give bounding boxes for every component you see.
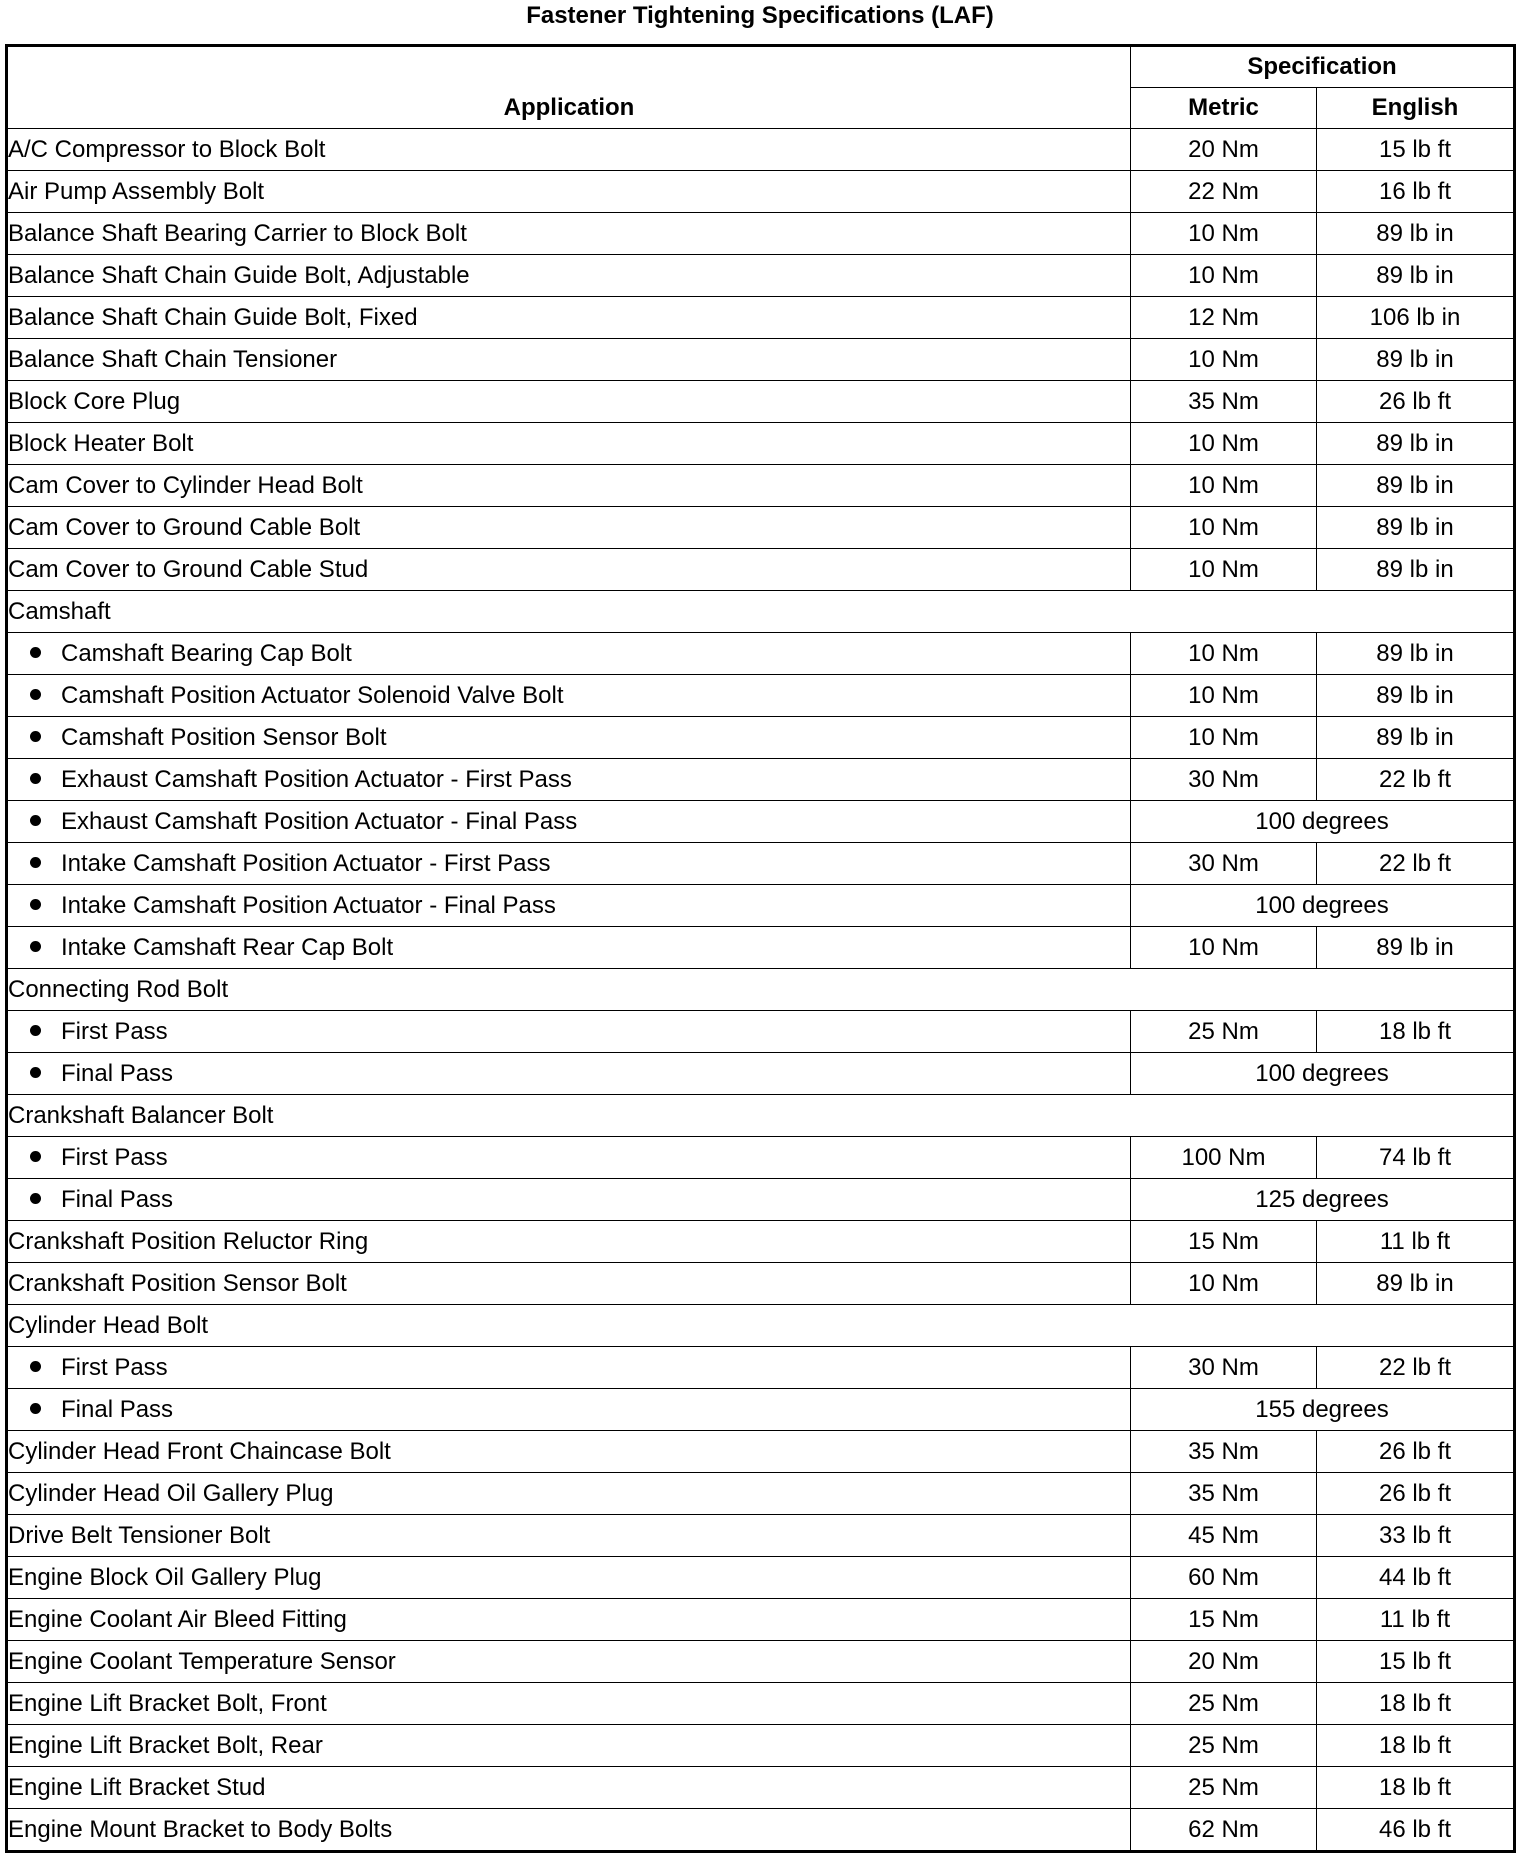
metric-cell: 30 Nm xyxy=(1131,1347,1317,1389)
metric-cell: 15 Nm xyxy=(1131,1221,1317,1263)
header-row-1 xyxy=(7,46,1515,88)
english-cell: 89 lb in xyxy=(1317,927,1515,969)
metric-cell: 35 Nm xyxy=(1131,381,1317,423)
metric-cell: 15 Nm xyxy=(1131,1599,1317,1641)
table-row xyxy=(7,213,1515,255)
application-cell xyxy=(7,633,1131,675)
application-cell xyxy=(7,885,1131,927)
table-row xyxy=(7,1473,1515,1515)
metric-cell: 10 Nm xyxy=(1131,339,1317,381)
english-cell: 26 lb ft xyxy=(1317,1473,1515,1515)
bullet-icon xyxy=(30,1361,41,1372)
application-cell xyxy=(7,465,1131,507)
metric-cell: 10 Nm xyxy=(1131,717,1317,759)
table-row xyxy=(7,843,1515,885)
bullet-icon xyxy=(30,1403,41,1414)
application-cell xyxy=(7,1389,1131,1431)
application-label: Connecting Rod Bolt xyxy=(8,975,229,1003)
table-row xyxy=(7,1683,1515,1725)
application-cell xyxy=(7,1683,1131,1725)
application-label: Cylinder Head Front Chaincase Bolt xyxy=(8,1437,391,1465)
metric-cell: 30 Nm xyxy=(1131,759,1317,801)
english-cell: 89 lb in xyxy=(1317,507,1515,549)
application-cell xyxy=(7,171,1131,213)
group-blank-cell xyxy=(1131,969,1515,1011)
application-label: Balance Shaft Chain Tensioner xyxy=(8,345,338,373)
application-label: Balance Shaft Bearing Carrier to Block Bolt xyxy=(8,219,467,247)
table-row xyxy=(7,1767,1515,1809)
application-label: Final Pass xyxy=(61,1395,174,1423)
application-label: Block Core Plug xyxy=(8,387,181,415)
table-row xyxy=(7,1641,1515,1683)
application-cell xyxy=(7,1725,1131,1767)
table-row xyxy=(7,633,1515,675)
application-label: Final Pass xyxy=(61,1059,174,1087)
table-row xyxy=(7,927,1515,969)
application-cell xyxy=(7,213,1131,255)
application-label: Camshaft Bearing Cap Bolt xyxy=(61,639,352,667)
application-cell xyxy=(7,549,1131,591)
application-label: Engine Coolant Air Bleed Fitting xyxy=(8,1605,347,1633)
application-label: Engine Coolant Temperature Sensor xyxy=(8,1647,396,1675)
metric-cell: 10 Nm xyxy=(1131,465,1317,507)
spec-angle-cell: 125 degrees xyxy=(1131,1179,1515,1221)
table-row xyxy=(7,1557,1515,1599)
table-row xyxy=(7,423,1515,465)
bullet-icon xyxy=(30,857,41,868)
metric-cell: 10 Nm xyxy=(1131,423,1317,465)
metric-cell: 35 Nm xyxy=(1131,1431,1317,1473)
metric-cell: 25 Nm xyxy=(1131,1767,1317,1809)
english-cell: 89 lb in xyxy=(1317,549,1515,591)
application-cell xyxy=(7,1767,1131,1809)
english-cell: 18 lb ft xyxy=(1317,1725,1515,1767)
metric-cell: 10 Nm xyxy=(1131,255,1317,297)
group-blank-cell xyxy=(1131,1305,1515,1347)
application-cell xyxy=(7,255,1131,297)
table-row xyxy=(7,759,1515,801)
spec-angle-cell: 100 degrees xyxy=(1131,885,1515,927)
application-label: First Pass xyxy=(61,1017,168,1045)
metric-cell: 62 Nm xyxy=(1131,1809,1317,1852)
english-cell: 22 lb ft xyxy=(1317,759,1515,801)
application-label: Engine Mount Bracket to Body Bolts xyxy=(8,1815,393,1843)
application-label: Engine Lift Bracket Bolt, Rear xyxy=(8,1731,323,1759)
table-row xyxy=(7,1389,1515,1431)
application-cell xyxy=(7,1809,1131,1852)
page-title: Fastener Tightening Specifications (LAF) xyxy=(526,2,994,29)
bullet-icon xyxy=(30,1025,41,1036)
application-label: Intake Camshaft Rear Cap Bolt xyxy=(61,933,394,961)
application-cell xyxy=(7,1053,1131,1095)
application-cell xyxy=(7,1137,1131,1179)
metric-cell: 20 Nm xyxy=(1131,129,1317,171)
application-label: Drive Belt Tensioner Bolt xyxy=(8,1521,271,1549)
english-cell: 11 lb ft xyxy=(1317,1599,1515,1641)
application-cell xyxy=(7,1305,1131,1347)
table-row xyxy=(7,129,1515,171)
application-label: Camshaft Position Sensor Bolt xyxy=(61,723,387,751)
application-cell xyxy=(7,1347,1131,1389)
english-cell: 89 lb in xyxy=(1317,423,1515,465)
spec-angle-cell: 155 degrees xyxy=(1131,1389,1515,1431)
table-row xyxy=(7,717,1515,759)
application-label: Air Pump Assembly Bolt xyxy=(8,177,265,205)
application-label: Exhaust Camshaft Position Actuator - First Pass xyxy=(61,765,572,793)
application-cell xyxy=(7,1095,1131,1137)
metric-cell: 10 Nm xyxy=(1131,633,1317,675)
application-cell xyxy=(7,927,1131,969)
application-label: Exhaust Camshaft Position Actuator - Final Pass xyxy=(61,807,578,835)
application-cell xyxy=(7,717,1131,759)
english-cell: 15 lb ft xyxy=(1317,129,1515,171)
english-cell: 18 lb ft xyxy=(1317,1011,1515,1053)
table-row xyxy=(7,339,1515,381)
application-label: Crankshaft Position Reluctor Ring xyxy=(8,1227,369,1255)
header-application: Application xyxy=(7,46,1131,129)
english-cell: 89 lb in xyxy=(1317,633,1515,675)
bullet-icon xyxy=(30,1193,41,1204)
english-cell: 11 lb ft xyxy=(1317,1221,1515,1263)
application-cell xyxy=(7,339,1131,381)
application-label: Cam Cover to Ground Cable Bolt xyxy=(8,513,361,541)
english-cell: 26 lb ft xyxy=(1317,381,1515,423)
metric-cell: 30 Nm xyxy=(1131,843,1317,885)
application-label: Crankshaft Position Sensor Bolt xyxy=(8,1269,347,1297)
table-body xyxy=(7,129,1515,1852)
application-cell xyxy=(7,1263,1131,1305)
english-cell: 15 lb ft xyxy=(1317,1641,1515,1683)
english-cell: 18 lb ft xyxy=(1317,1767,1515,1809)
application-cell xyxy=(7,675,1131,717)
table-row xyxy=(7,1011,1515,1053)
table-row xyxy=(7,675,1515,717)
application-label: Camshaft xyxy=(8,597,111,625)
english-cell: 89 lb in xyxy=(1317,465,1515,507)
bullet-icon xyxy=(30,773,41,784)
metric-cell: 35 Nm xyxy=(1131,1473,1317,1515)
application-cell xyxy=(7,1515,1131,1557)
application-cell xyxy=(7,1641,1131,1683)
application-label: Intake Camshaft Position Actuator - Final Pass xyxy=(61,891,556,919)
english-cell: 22 lb ft xyxy=(1317,1347,1515,1389)
application-cell xyxy=(7,1179,1131,1221)
table-row xyxy=(7,1809,1515,1852)
table-row xyxy=(7,381,1515,423)
metric-cell: 100 Nm xyxy=(1131,1137,1317,1179)
metric-cell: 20 Nm xyxy=(1131,1641,1317,1683)
table-row xyxy=(7,1221,1515,1263)
spec-table xyxy=(5,44,1516,1853)
application-cell xyxy=(7,1431,1131,1473)
metric-cell: 10 Nm xyxy=(1131,1263,1317,1305)
application-cell xyxy=(7,801,1131,843)
application-cell xyxy=(7,1599,1131,1641)
application-cell xyxy=(7,759,1131,801)
english-cell: 89 lb in xyxy=(1317,255,1515,297)
application-cell xyxy=(7,129,1131,171)
metric-cell: 10 Nm xyxy=(1131,507,1317,549)
table-row xyxy=(7,1095,1515,1137)
application-label: First Pass xyxy=(61,1143,168,1171)
english-cell: 26 lb ft xyxy=(1317,1431,1515,1473)
application-label: Engine Lift Bracket Bolt, Front xyxy=(8,1689,327,1717)
header-specification: Specification xyxy=(1131,46,1515,88)
spec-angle-cell: 100 degrees xyxy=(1131,801,1515,843)
header-english: English xyxy=(1317,88,1515,129)
metric-cell: 10 Nm xyxy=(1131,549,1317,591)
application-label: Engine Block Oil Gallery Plug xyxy=(8,1563,322,1591)
metric-cell: 25 Nm xyxy=(1131,1683,1317,1725)
table-row xyxy=(7,1515,1515,1557)
english-cell: 16 lb ft xyxy=(1317,171,1515,213)
metric-cell: 25 Nm xyxy=(1131,1011,1317,1053)
application-label: Intake Camshaft Position Actuator - First Pass xyxy=(61,849,551,877)
table-row xyxy=(7,591,1515,633)
application-cell xyxy=(7,381,1131,423)
application-label: Balance Shaft Chain Guide Bolt, Fixed xyxy=(8,303,418,331)
english-cell: 89 lb in xyxy=(1317,675,1515,717)
english-cell: 33 lb ft xyxy=(1317,1515,1515,1557)
table-row xyxy=(7,297,1515,339)
application-label: Cylinder Head Oil Gallery Plug xyxy=(8,1479,334,1507)
application-cell xyxy=(7,423,1131,465)
application-cell xyxy=(7,1557,1131,1599)
application-cell xyxy=(7,843,1131,885)
bullet-icon xyxy=(30,815,41,826)
metric-cell: 45 Nm xyxy=(1131,1515,1317,1557)
application-label: Camshaft Position Actuator Solenoid Valve Bolt xyxy=(61,681,564,709)
table-row xyxy=(7,549,1515,591)
metric-cell: 22 Nm xyxy=(1131,171,1317,213)
metric-cell: 60 Nm xyxy=(1131,1557,1317,1599)
table-row xyxy=(7,1263,1515,1305)
metric-cell: 10 Nm xyxy=(1131,675,1317,717)
metric-cell: 12 Nm xyxy=(1131,297,1317,339)
spec-angle-cell: 100 degrees xyxy=(1131,1053,1515,1095)
english-cell: 89 lb in xyxy=(1317,717,1515,759)
table-row xyxy=(7,801,1515,843)
table-row xyxy=(7,1431,1515,1473)
table-row xyxy=(7,1179,1515,1221)
english-cell: 46 lb ft xyxy=(1317,1809,1515,1852)
application-label: First Pass xyxy=(61,1353,168,1381)
table-row xyxy=(7,885,1515,927)
group-blank-cell xyxy=(1131,1095,1515,1137)
application-label: Engine Lift Bracket Stud xyxy=(8,1773,266,1801)
bullet-icon xyxy=(30,731,41,742)
table-row xyxy=(7,1725,1515,1767)
application-label: Block Heater Bolt xyxy=(8,429,194,457)
application-label: Final Pass xyxy=(61,1185,174,1213)
application-cell xyxy=(7,591,1131,633)
english-cell: 22 lb ft xyxy=(1317,843,1515,885)
metric-cell: 10 Nm xyxy=(1131,927,1317,969)
header-metric: Metric xyxy=(1131,88,1317,129)
application-cell xyxy=(7,1473,1131,1515)
application-label: Balance Shaft Chain Guide Bolt, Adjustable xyxy=(8,261,470,289)
application-label: Cam Cover to Cylinder Head Bolt xyxy=(8,471,363,499)
application-cell xyxy=(7,507,1131,549)
table-row xyxy=(7,255,1515,297)
english-cell: 44 lb ft xyxy=(1317,1557,1515,1599)
table-row xyxy=(7,1347,1515,1389)
bullet-icon xyxy=(30,647,41,658)
bullet-icon xyxy=(30,1151,41,1162)
english-cell: 89 lb in xyxy=(1317,213,1515,255)
application-cell xyxy=(7,969,1131,1011)
group-blank-cell xyxy=(1131,591,1515,633)
application-cell xyxy=(7,297,1131,339)
table-row xyxy=(7,507,1515,549)
application-label: Crankshaft Balancer Bolt xyxy=(8,1101,274,1129)
application-label: Cam Cover to Ground Cable Stud xyxy=(8,555,369,583)
english-cell: 18 lb ft xyxy=(1317,1683,1515,1725)
english-cell: 89 lb in xyxy=(1317,339,1515,381)
bullet-icon xyxy=(30,689,41,700)
bullet-icon xyxy=(30,1067,41,1078)
application-cell xyxy=(7,1011,1131,1053)
application-cell xyxy=(7,1221,1131,1263)
english-cell: 89 lb in xyxy=(1317,1263,1515,1305)
table-row xyxy=(7,1599,1515,1641)
table-row xyxy=(7,1053,1515,1095)
table-row xyxy=(7,1305,1515,1347)
bullet-icon xyxy=(30,941,41,952)
table-row xyxy=(7,969,1515,1011)
bullet-icon xyxy=(30,899,41,910)
metric-cell: 10 Nm xyxy=(1131,213,1317,255)
application-label: A/C Compressor to Block Bolt xyxy=(8,135,326,163)
english-cell: 74 lb ft xyxy=(1317,1137,1515,1179)
table-row xyxy=(7,171,1515,213)
table-row xyxy=(7,465,1515,507)
metric-cell: 25 Nm xyxy=(1131,1725,1317,1767)
english-cell: 106 lb in xyxy=(1317,297,1515,339)
table-row xyxy=(7,1137,1515,1179)
application-label: Cylinder Head Bolt xyxy=(8,1311,209,1339)
